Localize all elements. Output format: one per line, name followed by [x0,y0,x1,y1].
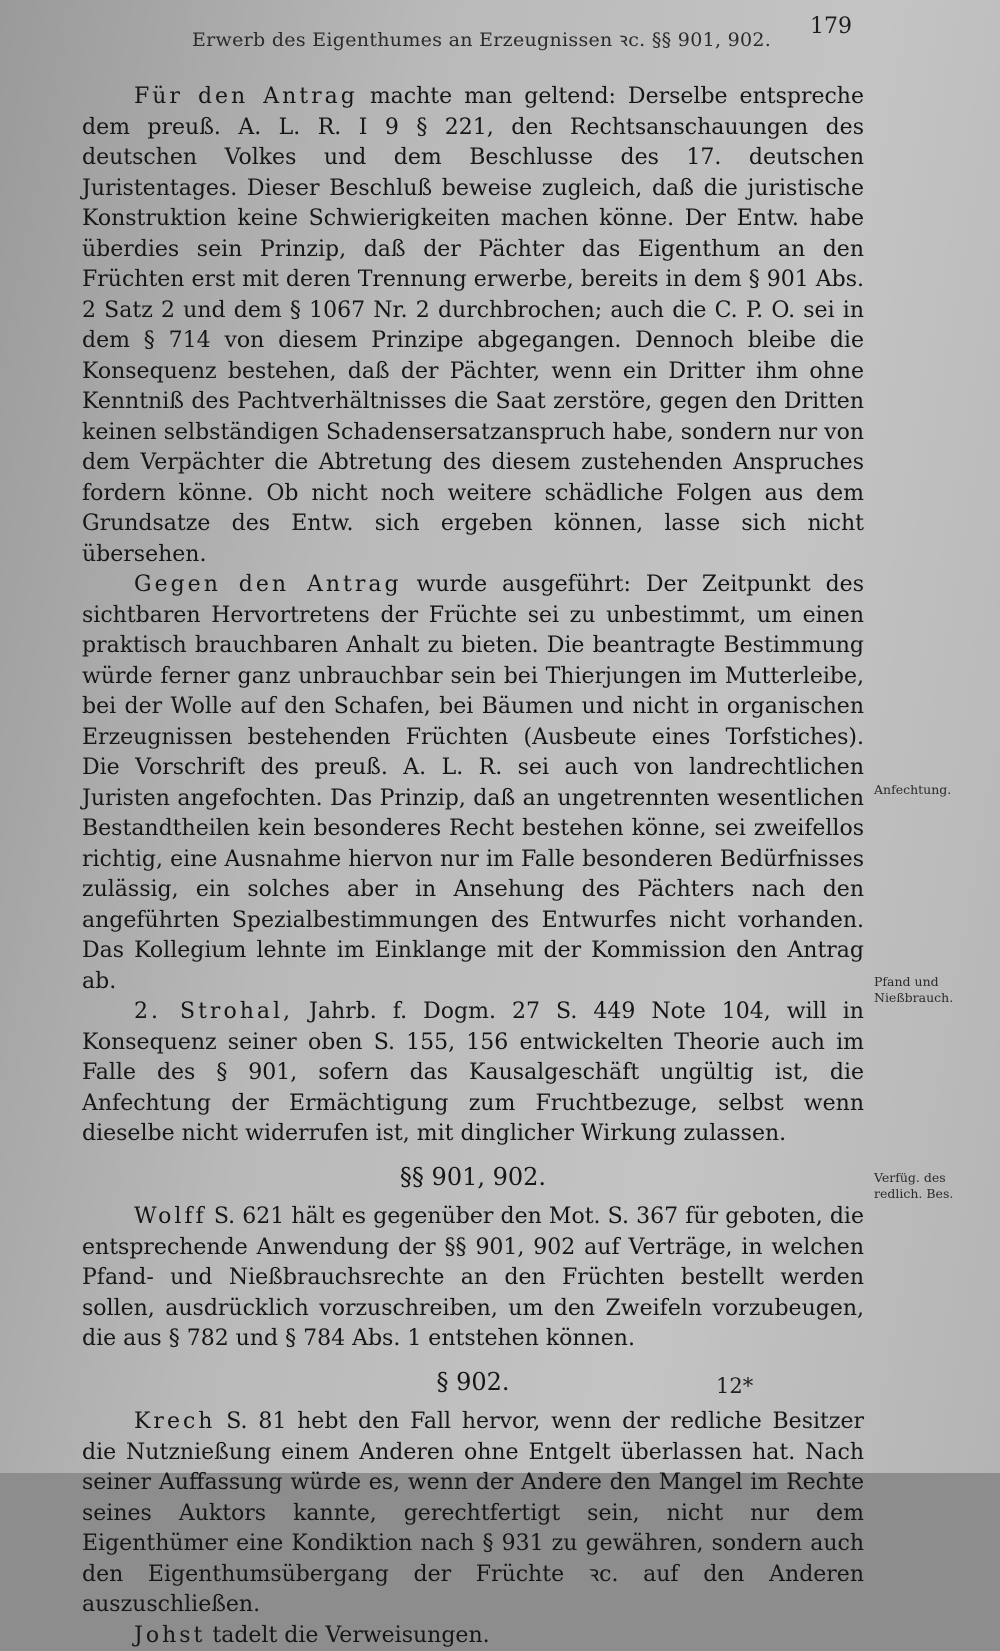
paragraph-lead: 2. Strohal, [134,999,293,1024]
section-heading-901-902: §§ 901, 902. [82,1162,864,1193]
paragraph-text: S. 81 hebt den Fall hervor, wenn der redliche Besitzer die Nutznießung einem Anderen ohne Entgelt überlassen hat. Nach seiner Auffassung würde es, wenn der Andere den Mangel im Rechte seines Auktors kannte, gerechtfertigt sein, nicht nur dem Eigenthümer eine Kondiktion nach § 931 zu gewähren, sondern auch den Eigenthumsübergang der Früchte ꝛc. auf den Anderen auszuschließen. [82,1409,864,1617]
paragraph-lead: Wolff [134,1204,207,1229]
paragraph-text: S. 621 hält es gegenüber den Mot. S. 367 für geboten, die entsprechende Anwendung der §§ 901, 902 auf Verträge, in welchen Pfand- und Nießbrauchsrechte an den Früchten bestellt werden sollen, ausdrücklich vorzuschreiben, um den Zweifeln vorzubeugen, die aus § 782 und § 784 Abs. 1 entstehen können. [82,1204,864,1351]
paragraph-antrag-fuer [82,82,864,570]
margin-note-anfechtung: Anfechtung. [874,782,994,798]
paragraph-text: machte man geltend: Derselbe entspreche dem preuß. A. L. R. I 9 § 221, den Rechtsanschauungen des deutschen Volkes und dem Beschlusse des 17. deutschen Juristentages. Dieser Beschluß beweise zugleich, daß die juristische Konstruktion keine Schwierigkeiten machen könne. Der Entw. habe überdies sein Prinzip, daß der Pächter das Eigenthum an den Früchten erst mit deren Trennung erwerbe, bereits in dem § 901 Abs. 2 Satz 2 und dem § 1067 Nr. 2 durchbrochen; auch die C. P. O. sei in dem § 714 von diesem Prinzipe abgegangen. Dennoch bleibe die Konsequenz bestehen, daß der Pächter, wenn ein Dritter ihm ohne Kenntniß des Pachtverhältnisses die Saat zerstöre, gegen den Dritten keinen selbständigen Schadensersatzanspruch habe, sondern nur von dem Verpächter die Abtretung des diesem zustehenden Anspruches fordern könne. Ob nicht noch weitere schädliche Folgen aus dem Grundsatze des Entw. sich ergeben können, lasse sich nicht übersehen. [82,84,864,567]
paragraph-johst [82,1621,864,1651]
page-header [192,12,852,52]
paragraph-lead: Johst [134,1623,205,1648]
paragraph-antrag-gegen [82,570,864,997]
margin-note-pfand: Pfand und Nießbrauch. [874,974,994,1006]
paragraph-lead: Für den Antrag [134,84,358,109]
paragraph-lead: Gegen den Antrag [134,572,402,597]
running-title: Erwerb des Eigenthumes an Erzeugnissen ꝛc. §§ 901, 902. [192,26,771,52]
margin-note-verfueg: Verfüg. des redlich. Bes. [874,1170,994,1202]
body-text [82,82,864,1651]
paragraph-krech [82,1407,864,1621]
paragraph-wolff [82,1202,864,1355]
page-number: 179 [810,14,852,39]
paragraph-text: wurde ausgeführt: Der Zeitpunkt des sichtbaren Hervortretens der Früchte sei zu unbestimmt, um einen praktisch brauchbaren Anhalt zu bieten. Die beantragte Bestimmung würde ferner ganz unbrauchbar sein bei Thierjungen im Mutterleibe, bei der Wolle auf den Schafen, bei Bäumen und nicht in organischen Erzeugnissen bestehenden Früchten (Ausbeute eines Torfstiches). Die Vorschrift des preuß. A. L. R. sei auch von landrechtlichen Juristen angefochten. Das Prinzip, daß an ungetrennten wesentlichen Bestandtheilen kein besonderes Recht bestehen könne, sei zweifellos richtig, eine Ausnahme hiervon nur im Falle besonderen Bedürfnisses zulässig, ein solches aber in Ansehung des Pächters nach den angeführten Spezialbestimmungen des Entwurfes nicht vorhanden. Das Kollegium lehnte im Einklange mit der Kommission den Antrag ab. [82,572,864,994]
paragraph-strohal [82,997,864,1150]
section-heading-902: § 902. [82,1367,864,1398]
paragraph-text: Jahrb. f. Dogm. 27 S. 449 Note 104, will in Konsequenz seiner oben S. 155, 156 entwickelten Theorie auch im Falle des § 901, sofern das Kausalgeschäft ungültig ist, die Anfechtung der Ermächtigung zum Fruchtbezuge, selbst wenn dieselbe nicht widerrufen ist, mit dinglicher Wirkung zulassen. [82,999,864,1146]
paragraph-lead: Krech [134,1409,215,1434]
signature-mark: 12* [716,1374,753,1398]
paragraph-text: tadelt die Verweisungen. [205,1623,489,1648]
